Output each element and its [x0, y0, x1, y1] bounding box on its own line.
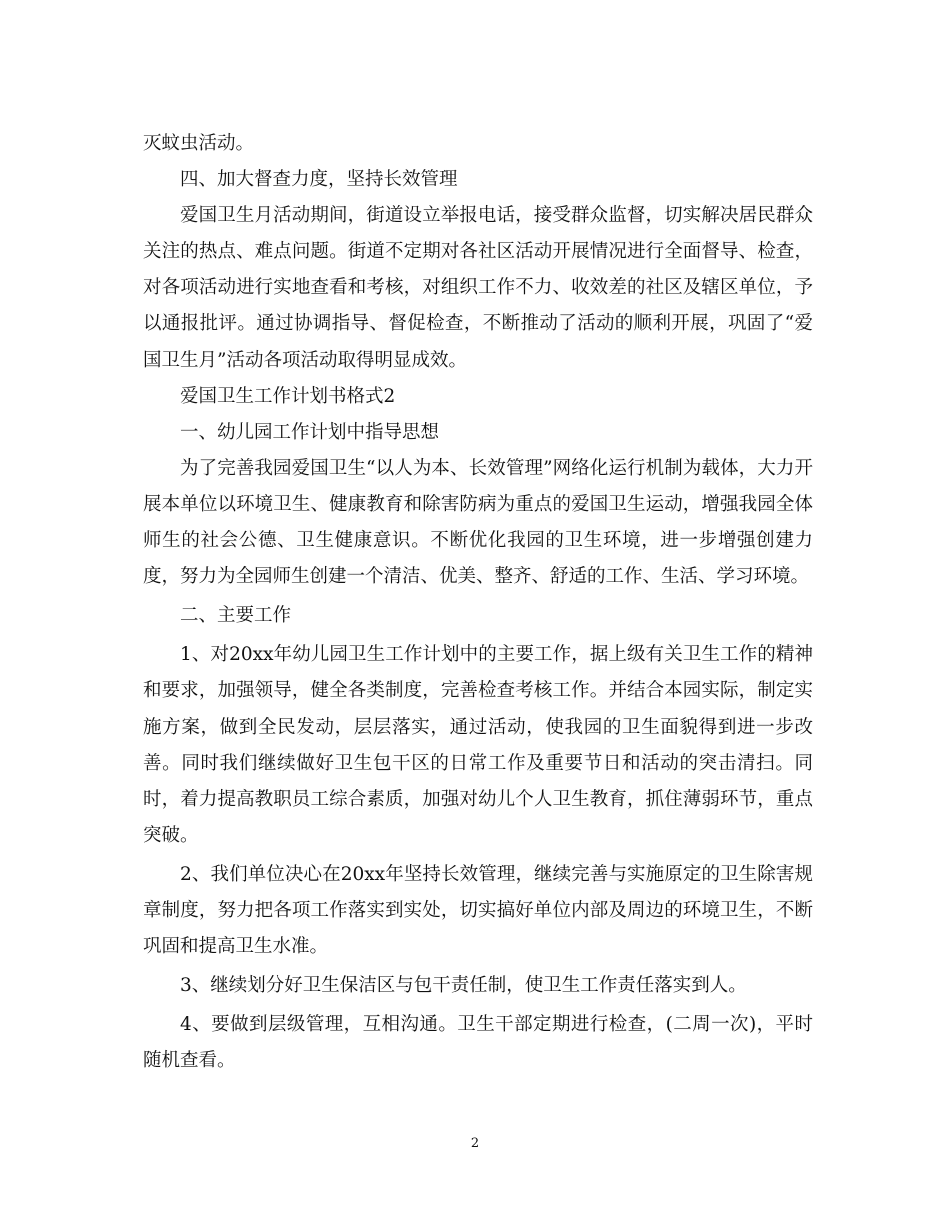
- paragraph-supervision: 爱国卫生月活动期间，街道设立举报电话，接受群众监督，切实解决居民群众关注的热点、难点问题。街道不定期对各社区活动开展情况进行全面督导、检查，对各项活动进行实地查看和考核，对组织工作不力、收效差的社区及辖区单位，予以通报批评。通过协调指导、督促检查，不断推动了活动的顺利开展，巩固了“爱国卫生月”活动各项活动取得明显成效。: [143, 205, 813, 371]
- paragraph-item-4: 4、要做到层级管理，互相沟通。卫生干部定期进行检查，(二周一次)，平时随机查看。: [143, 1014, 813, 1072]
- page-number: 2: [470, 1136, 480, 1151]
- document-body: [143, 126, 813, 1079]
- section-heading-guiding-thought: 一、幼儿园工作计划中指导思想: [180, 421, 440, 443]
- paragraph-guiding-thought: 为了完善我园爱国卫生“以人为本、长效管理”网络化运行机制为载体，大力开展本单位以环境卫生、健康教育和除害防病为重点的爱国卫生运动，增强我园全体师生的社会公德、卫生健康意识。不断优化我园的卫生环境，进一步增强创建力度，努力为全园师生创建一个清洁、优美、整齐、舒适的工作、生活、学习环境。: [143, 457, 813, 588]
- section-heading-main-work: 二、主要工作: [180, 605, 292, 627]
- section-heading-4: 四、加大督查力度，坚持长效管理: [180, 169, 458, 191]
- paragraph-continuation: 灭蚊虫活动。: [143, 133, 255, 154]
- paragraph-item-3: 3、继续划分好卫生保洁区与包干责任制，使卫生工作责任落实到人。: [180, 975, 747, 997]
- paragraph-item-2: 2、我们单位决心在20xx年坚持长效管理，继续完善与实施原定的卫生除害规章制度，努力把各项工作落实到实处，切实搞好单位内部及周边的环境卫生，不断巩固和提高卫生水准。: [143, 863, 813, 958]
- document-title-2: 爱国卫生工作计划书格式2: [180, 385, 396, 407]
- paragraph-item-1: 1、对20xx年幼儿园卫生工作计划中的主要工作，据上级有关卫生工作的精神和要求，加强领导，健全各类制度，完善检查考核工作。并结合本园实际，制定实施方案，做到全民发动，层层落实，通过活动，使我园的卫生面貌得到进一步改善。同时我们继续做好卫生包干区的日常工作及重要节日和活动的突击清扫。同时，着力提高教职员工综合素质，加强对幼儿个人卫生教育，抓住薄弱环节，重点突破。: [143, 644, 813, 846]
